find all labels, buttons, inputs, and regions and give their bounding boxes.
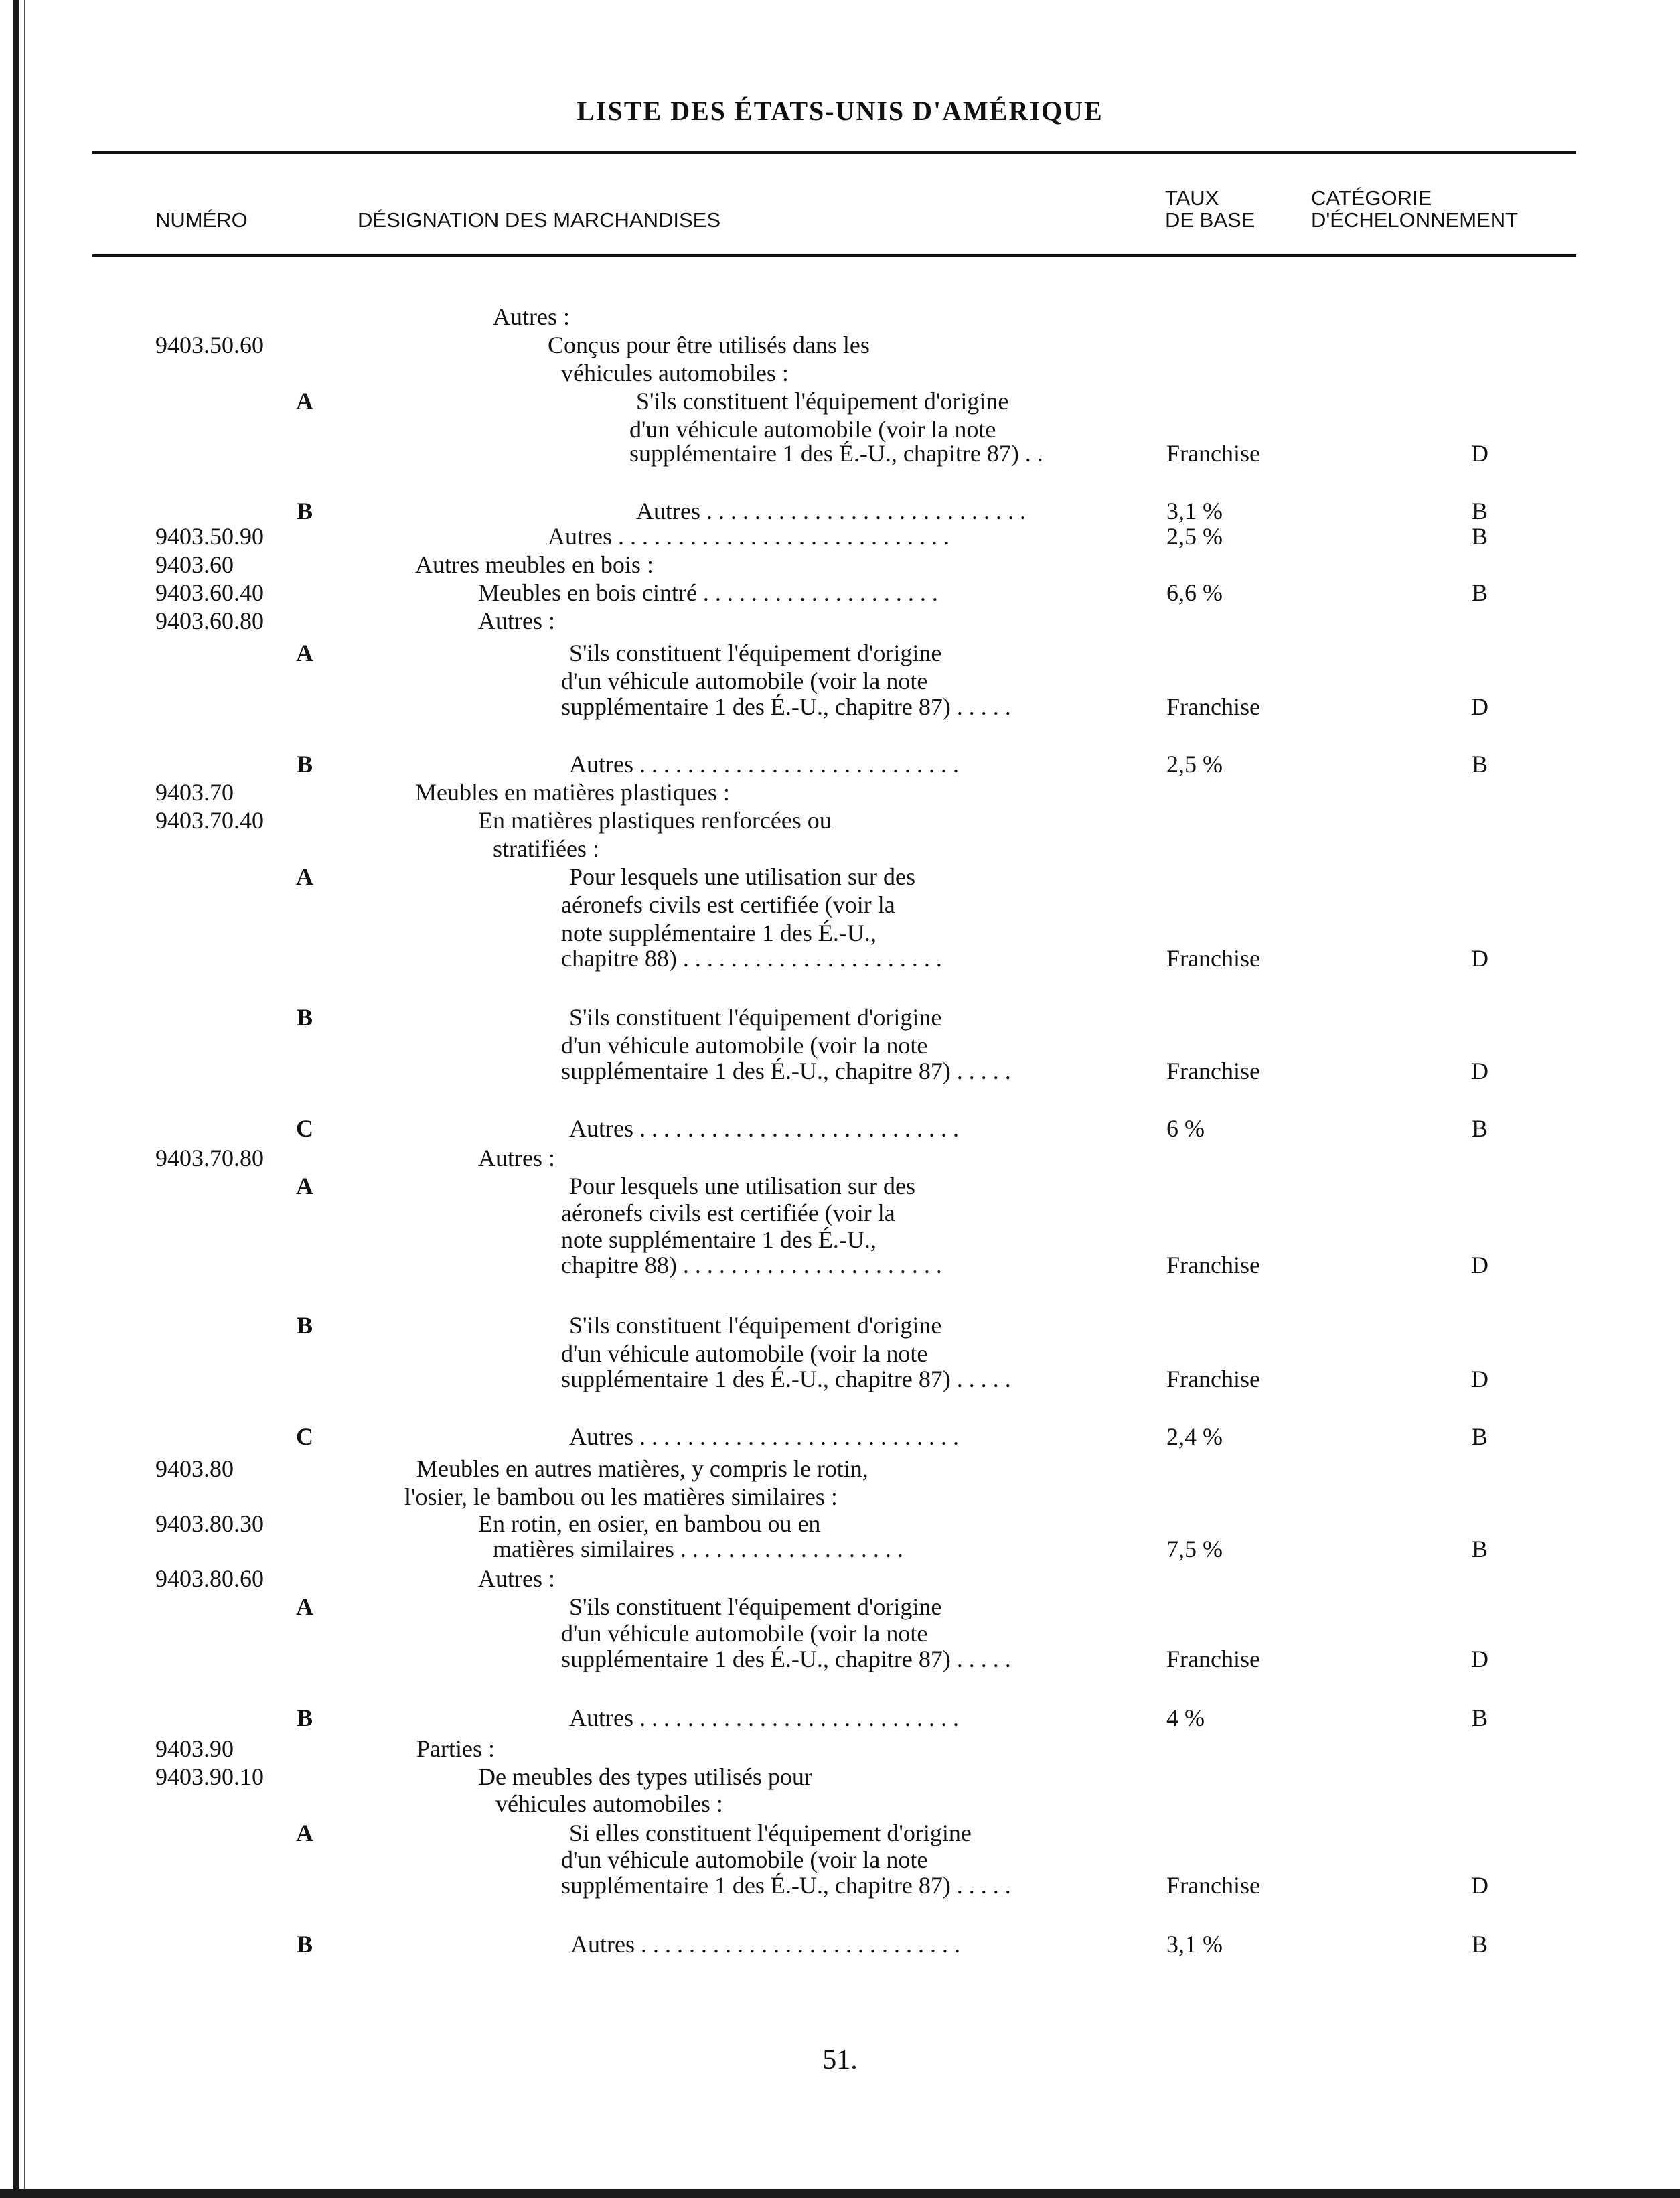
header-numero: NUMÉRO: [155, 208, 248, 232]
row-subheading: A: [296, 1173, 313, 1199]
row-designation: S'ils constituent l'équipement d'origine: [569, 1593, 942, 1620]
table-row: [0, 439, 1680, 467]
table-row: [0, 1031, 1680, 1059]
row-subheading: B: [296, 1004, 313, 1031]
row-number: 9403.80: [155, 1455, 234, 1482]
row-designation: supplémentaire 1 des É.-U., chapitre 87) . . . . .: [561, 1366, 1011, 1392]
row-subheading: B: [296, 751, 313, 778]
table-row: [0, 1619, 1680, 1647]
table-row: [0, 1510, 1680, 1538]
header-bottom-rule: [92, 254, 1576, 257]
table-row: [0, 1311, 1680, 1339]
row-designation: aéronefs civils est certifiée (voir la: [561, 891, 895, 918]
table-row: [0, 1339, 1680, 1368]
row-category: B: [1471, 1931, 1488, 1958]
row-designation: matières similaires . . . . . . . . . . . . . . . . . . .: [493, 1536, 903, 1562]
table-row: [0, 497, 1680, 525]
row-designation: Autres . . . . . . . . . . . . . . . . . . . . . . . . . . .: [569, 1704, 959, 1731]
row-designation: véhicules automobiles :: [495, 1790, 723, 1817]
table-row: [0, 607, 1680, 635]
table-row: [0, 891, 1680, 919]
row-designation: d'un véhicule automobile (voir la note: [561, 668, 928, 694]
row-subheading: A: [296, 863, 313, 890]
row-designation: Autres :: [478, 1565, 555, 1592]
row-designation: note supplémentaire 1 des É.-U.,: [561, 920, 876, 946]
row-rate: Franchise: [1166, 945, 1260, 972]
row-subheading: B: [296, 1312, 313, 1339]
table-row: [0, 1172, 1680, 1200]
row-designation: Autres . . . . . . . . . . . . . . . . . . . . . . . . . . .: [569, 1115, 959, 1142]
row-designation: Pour lesquels une utilisation sur des: [569, 1173, 915, 1199]
row-designation: aéronefs civils est certifiée (voir la: [561, 1199, 895, 1226]
table-row: [0, 778, 1680, 806]
row-designation: supplémentaire 1 des É.-U., chapitre 87) . . . . .: [561, 1872, 1011, 1899]
row-designation: supplémentaire 1 des É.-U., chapitre 87) . . . . .: [561, 693, 1011, 720]
table-row: [0, 1704, 1680, 1732]
row-designation: Autres . . . . . . . . . . . . . . . . . . . . . . . . . . .: [570, 1931, 960, 1958]
row-subheading: A: [296, 388, 313, 415]
row-designation: Si elles constituent l'équipement d'origine: [569, 1820, 972, 1846]
row-rate: Franchise: [1166, 693, 1260, 720]
row-designation: note supplémentaire 1 des É.-U.,: [561, 1226, 876, 1253]
table-row: [0, 551, 1680, 579]
table-row: [0, 692, 1680, 721]
row-number: 9403.80.30: [155, 1510, 264, 1537]
row-subheading: C: [296, 1423, 313, 1450]
table-row: [0, 1564, 1680, 1593]
header-designation: DÉSIGNATION DES MARCHANDISES: [358, 208, 721, 232]
header-categorie-line-2: D'ÉCHELONNEMENT: [1311, 208, 1519, 232]
row-subheading: A: [296, 1593, 313, 1620]
row-category: B: [1471, 498, 1488, 524]
row-subheading: B: [296, 1704, 313, 1731]
table-row: [0, 303, 1680, 331]
row-rate: Franchise: [1166, 1366, 1260, 1392]
row-subheading: B: [296, 1931, 313, 1958]
row-designation: Autres . . . . . . . . . . . . . . . . . . . . . . . . . . . .: [548, 523, 949, 550]
row-designation: Pour lesquels une utilisation sur des: [569, 863, 915, 890]
row-category: D: [1471, 945, 1488, 972]
table-row: [0, 1763, 1680, 1791]
row-number: 9403.90.10: [155, 1763, 264, 1790]
page-number: 51.: [822, 2045, 858, 2075]
header-taux-line-1: TAUX: [1165, 186, 1219, 210]
row-number: 9403.80.60: [155, 1565, 264, 1592]
row-rate: 7,5 %: [1166, 1536, 1223, 1562]
row-designation: stratifiées :: [493, 835, 599, 862]
row-category: D: [1471, 1252, 1488, 1278]
page-title: LISTE DES ÉTATS-UNIS D'AMÉRIQUE: [577, 96, 1103, 126]
row-designation: supplémentaire 1 des É.-U., chapitre 87) . .: [629, 440, 1043, 467]
row-rate: 2,5 %: [1166, 751, 1223, 778]
row-category: D: [1471, 1872, 1488, 1899]
row-category: B: [1471, 751, 1488, 778]
row-designation: d'un véhicule automobile (voir la note: [561, 1620, 928, 1647]
row-number: 9403.70.40: [155, 807, 264, 834]
table-row: [0, 1455, 1680, 1483]
row-category: B: [1471, 579, 1488, 606]
row-rate: Franchise: [1166, 1252, 1260, 1278]
table-row: [0, 1535, 1680, 1563]
row-designation: De meubles des types utilisés pour: [478, 1763, 812, 1790]
table-row: [0, 359, 1680, 387]
row-rate: 3,1 %: [1166, 498, 1223, 524]
row-designation: S'ils constituent l'équipement d'origine: [569, 640, 942, 666]
table-row: [0, 1057, 1680, 1085]
row-rate: Franchise: [1166, 440, 1260, 467]
row-category: B: [1471, 523, 1488, 550]
row-category: D: [1471, 1057, 1488, 1084]
row-designation: l'osier, le bambou ou les matières similaires :: [404, 1483, 838, 1510]
row-rate: 6,6 %: [1166, 579, 1223, 606]
header-taux-line-2: DE BASE: [1165, 208, 1255, 232]
row-number: 9403.60.80: [155, 607, 264, 634]
table-row: [0, 1735, 1680, 1763]
table-row: [0, 1365, 1680, 1393]
row-designation: chapitre 88) . . . . . . . . . . . . . . . . . . . . . .: [561, 945, 942, 972]
row-rate: Franchise: [1166, 1872, 1260, 1899]
table-row: [0, 1144, 1680, 1172]
table-row: [0, 1846, 1680, 1874]
table-row: [0, 1789, 1680, 1818]
row-number: 9403.60: [155, 551, 234, 578]
row-category: D: [1471, 693, 1488, 720]
row-designation: Parties :: [416, 1735, 495, 1762]
row-number: 9403.60.40: [155, 579, 264, 606]
row-designation: Autres . . . . . . . . . . . . . . . . . . . . . . . . . . .: [636, 498, 1026, 524]
row-designation: Meubles en bois cintré . . . . . . . . . . . . . . . . . . . .: [478, 579, 938, 606]
row-designation: S'ils constituent l'équipement d'origine: [569, 1312, 942, 1339]
row-category: B: [1471, 1115, 1488, 1142]
table-row: [0, 1483, 1680, 1511]
row-designation: Meubles en autres matières, y compris le rotin,: [416, 1455, 868, 1482]
row-rate: Franchise: [1166, 1057, 1260, 1084]
table-row: [0, 1199, 1680, 1227]
row-rate: 6 %: [1166, 1115, 1205, 1142]
row-designation: Autres :: [478, 1145, 555, 1171]
row-rate: 2,5 %: [1166, 523, 1223, 550]
row-subheading: C: [296, 1115, 313, 1142]
row-designation: d'un véhicule automobile (voir la note: [561, 1032, 928, 1059]
row-designation: S'ils constituent l'équipement d'origine: [636, 388, 1009, 415]
row-number: 9403.50.90: [155, 523, 264, 550]
row-designation: En rotin, en osier, en bambou ou en: [478, 1510, 821, 1537]
row-designation: Conçus pour être utilisés dans les: [548, 332, 870, 358]
row-designation: supplémentaire 1 des É.-U., chapitre 87) . . . . .: [561, 1057, 1011, 1084]
table-row: [0, 1819, 1680, 1847]
row-category: B: [1471, 1704, 1488, 1731]
row-designation: S'ils constituent l'équipement d'origine: [569, 1004, 942, 1031]
header-categorie-line-1: CATÉGORIE: [1311, 186, 1432, 210]
row-category: B: [1471, 1423, 1488, 1450]
row-rate: Franchise: [1166, 1645, 1260, 1672]
table-row: [0, 387, 1680, 415]
table-row: [0, 1871, 1680, 1899]
row-designation: chapitre 88) . . . . . . . . . . . . . . . . . . . . . .: [561, 1252, 942, 1278]
row-designation: véhicules automobiles :: [561, 360, 789, 386]
row-category: D: [1471, 1366, 1488, 1392]
table-row: [0, 1930, 1680, 1958]
table-row: [0, 1645, 1680, 1673]
table-row: [0, 522, 1680, 551]
table-row: [0, 1114, 1680, 1143]
row-rate: 3,1 %: [1166, 1931, 1223, 1958]
row-subheading: A: [296, 1820, 313, 1846]
header-top-rule: [92, 151, 1576, 154]
header-taux: [1165, 187, 1286, 231]
scan-bottom-border: [0, 2189, 1680, 2198]
row-number: 9403.90: [155, 1735, 234, 1762]
table-row: [0, 1422, 1680, 1451]
row-category: B: [1471, 1536, 1488, 1562]
row-designation: supplémentaire 1 des É.-U., chapitre 87) . . . . .: [561, 1645, 1011, 1672]
row-number: 9403.70: [155, 779, 234, 806]
row-subheading: B: [296, 498, 313, 524]
row-rate: 4 %: [1166, 1704, 1205, 1731]
table-row: [0, 1003, 1680, 1031]
table-row: [0, 806, 1680, 834]
row-designation: En matières plastiques renforcées ou: [478, 807, 832, 834]
row-designation: d'un véhicule automobile (voir la note: [561, 1846, 928, 1873]
row-category: D: [1471, 1645, 1488, 1672]
table-row: [0, 919, 1680, 947]
table-row: [0, 863, 1680, 891]
row-number: 9403.70.80: [155, 1145, 264, 1171]
table-row: [0, 1251, 1680, 1279]
table-row: [0, 579, 1680, 607]
table-row: [0, 834, 1680, 863]
table-row: [0, 639, 1680, 667]
table-row: [0, 331, 1680, 359]
row-designation: Autres meubles en bois :: [415, 551, 654, 578]
row-designation: Autres :: [478, 607, 555, 634]
table-row: [0, 667, 1680, 695]
table-row: [0, 1226, 1680, 1254]
row-designation: d'un véhicule automobile (voir la note: [561, 1340, 928, 1367]
row-rate: 2,4 %: [1166, 1423, 1223, 1450]
row-designation: Autres :: [493, 303, 570, 330]
row-category: D: [1471, 440, 1488, 467]
header-categorie: [1311, 187, 1592, 231]
table-row: [0, 750, 1680, 778]
row-number: 9403.50.60: [155, 332, 264, 358]
table-row: [0, 944, 1680, 972]
table-row: [0, 1593, 1680, 1621]
row-designation: Autres . . . . . . . . . . . . . . . . . . . . . . . . . . .: [569, 1423, 959, 1450]
row-designation: d'un véhicule automobile (voir la note: [629, 416, 996, 443]
row-subheading: A: [296, 640, 313, 666]
row-designation: Meubles en matières plastiques :: [415, 779, 730, 806]
row-designation: Autres . . . . . . . . . . . . . . . . . . . . . . . . . . .: [569, 751, 959, 778]
